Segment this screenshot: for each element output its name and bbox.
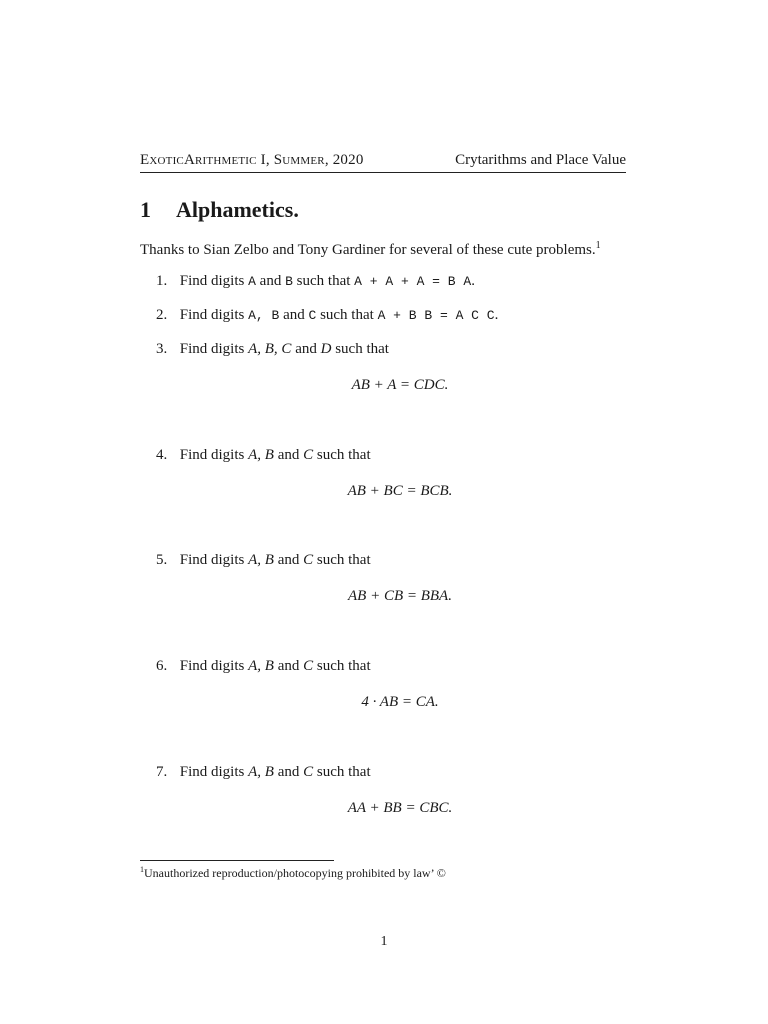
section-heading xyxy=(140,197,299,223)
problem-text: and xyxy=(279,307,309,323)
problem-number: 2. xyxy=(156,307,168,323)
footnote-rule xyxy=(140,860,334,861)
variable: B xyxy=(285,274,293,289)
variable: C xyxy=(303,764,314,780)
problem-text: Find digits xyxy=(179,552,249,568)
variable: C xyxy=(303,658,314,674)
problem-text: and xyxy=(273,658,304,674)
problem-text: and xyxy=(273,552,304,568)
problem-6 xyxy=(156,658,371,675)
problem-5 xyxy=(156,552,371,569)
problem-text: such that xyxy=(313,447,371,463)
problem-text: such that xyxy=(316,307,378,323)
problem-number: 3. xyxy=(156,341,168,357)
problem-3 xyxy=(156,341,389,358)
problem-text: Find digits xyxy=(179,658,249,674)
header-course-title: ExoticArithmetic I, Summer, 2020 xyxy=(140,152,364,168)
display-equation-4: AB + BC = BCB. xyxy=(347,483,453,499)
problem-number: 7. xyxy=(156,764,168,780)
problem-number: 6. xyxy=(156,658,168,674)
footnote-mark: 1 xyxy=(140,865,144,874)
footnote-reference: 1 xyxy=(595,240,601,251)
footnote-text: Unauthorized reproduction/photocopying prohibited by law’ © xyxy=(144,866,446,880)
variable: C xyxy=(303,552,314,568)
problem-text: such that xyxy=(313,658,371,674)
problem-text: Find digits xyxy=(179,273,249,289)
variable: C xyxy=(308,308,317,323)
intro-paragraph xyxy=(140,240,601,259)
problem-text: and xyxy=(291,341,321,357)
variable-list: A, B xyxy=(248,447,274,463)
problem-text: such that xyxy=(313,552,371,568)
problem-text: such that xyxy=(292,273,355,289)
problem-text: and xyxy=(273,764,304,780)
problem-text: Find digits xyxy=(179,341,249,357)
problem-number: 1. xyxy=(156,273,168,289)
variable-list: A, B xyxy=(248,658,274,674)
problem-text: Find digits xyxy=(179,307,249,323)
problem-number: 5. xyxy=(156,552,168,568)
problem-text: Find digits xyxy=(179,447,249,463)
section-number: 1 xyxy=(140,197,151,222)
inline-equation: A + B B = A C C xyxy=(377,308,495,323)
problem-number: 4. xyxy=(156,447,168,463)
punctuation: . xyxy=(494,307,499,323)
variable-list: A, B xyxy=(248,764,274,780)
inline-equation: A + A + A = B A xyxy=(354,274,472,289)
problem-text: and xyxy=(255,273,286,289)
running-header xyxy=(140,150,626,173)
footnote xyxy=(140,865,446,881)
variable-list: A, B xyxy=(248,552,274,568)
display-equation-7: AA + BB = CBC. xyxy=(347,800,453,816)
problem-text: such that xyxy=(313,764,371,780)
display-equation-6: 4 · AB = CA. xyxy=(361,694,439,710)
punctuation: . xyxy=(471,273,475,289)
problem-4 xyxy=(156,447,371,464)
problem-text: Find digits xyxy=(179,764,249,780)
display-equation-3: AB + A = CDC. xyxy=(351,377,449,393)
intro-text: Thanks to Sian Zelbo and Tony Gardiner for several of these cute problems. xyxy=(140,242,596,258)
page-number: 1 xyxy=(380,934,388,949)
display-equation-5: AB + CB = BBA. xyxy=(348,588,452,604)
section-title: Alphametics. xyxy=(176,197,299,222)
header-topic: Crytarithms and Place Value xyxy=(455,152,626,168)
problem-1 xyxy=(156,273,475,290)
variable: D xyxy=(320,341,332,357)
problem-2 xyxy=(156,307,498,324)
variable: A, B xyxy=(248,308,280,323)
variable-list: A, B, C xyxy=(248,341,292,357)
variable: A xyxy=(248,274,256,289)
problem-text: such that xyxy=(331,341,389,357)
problem-7 xyxy=(156,764,371,781)
variable: C xyxy=(303,447,314,463)
problem-text: and xyxy=(273,447,304,463)
